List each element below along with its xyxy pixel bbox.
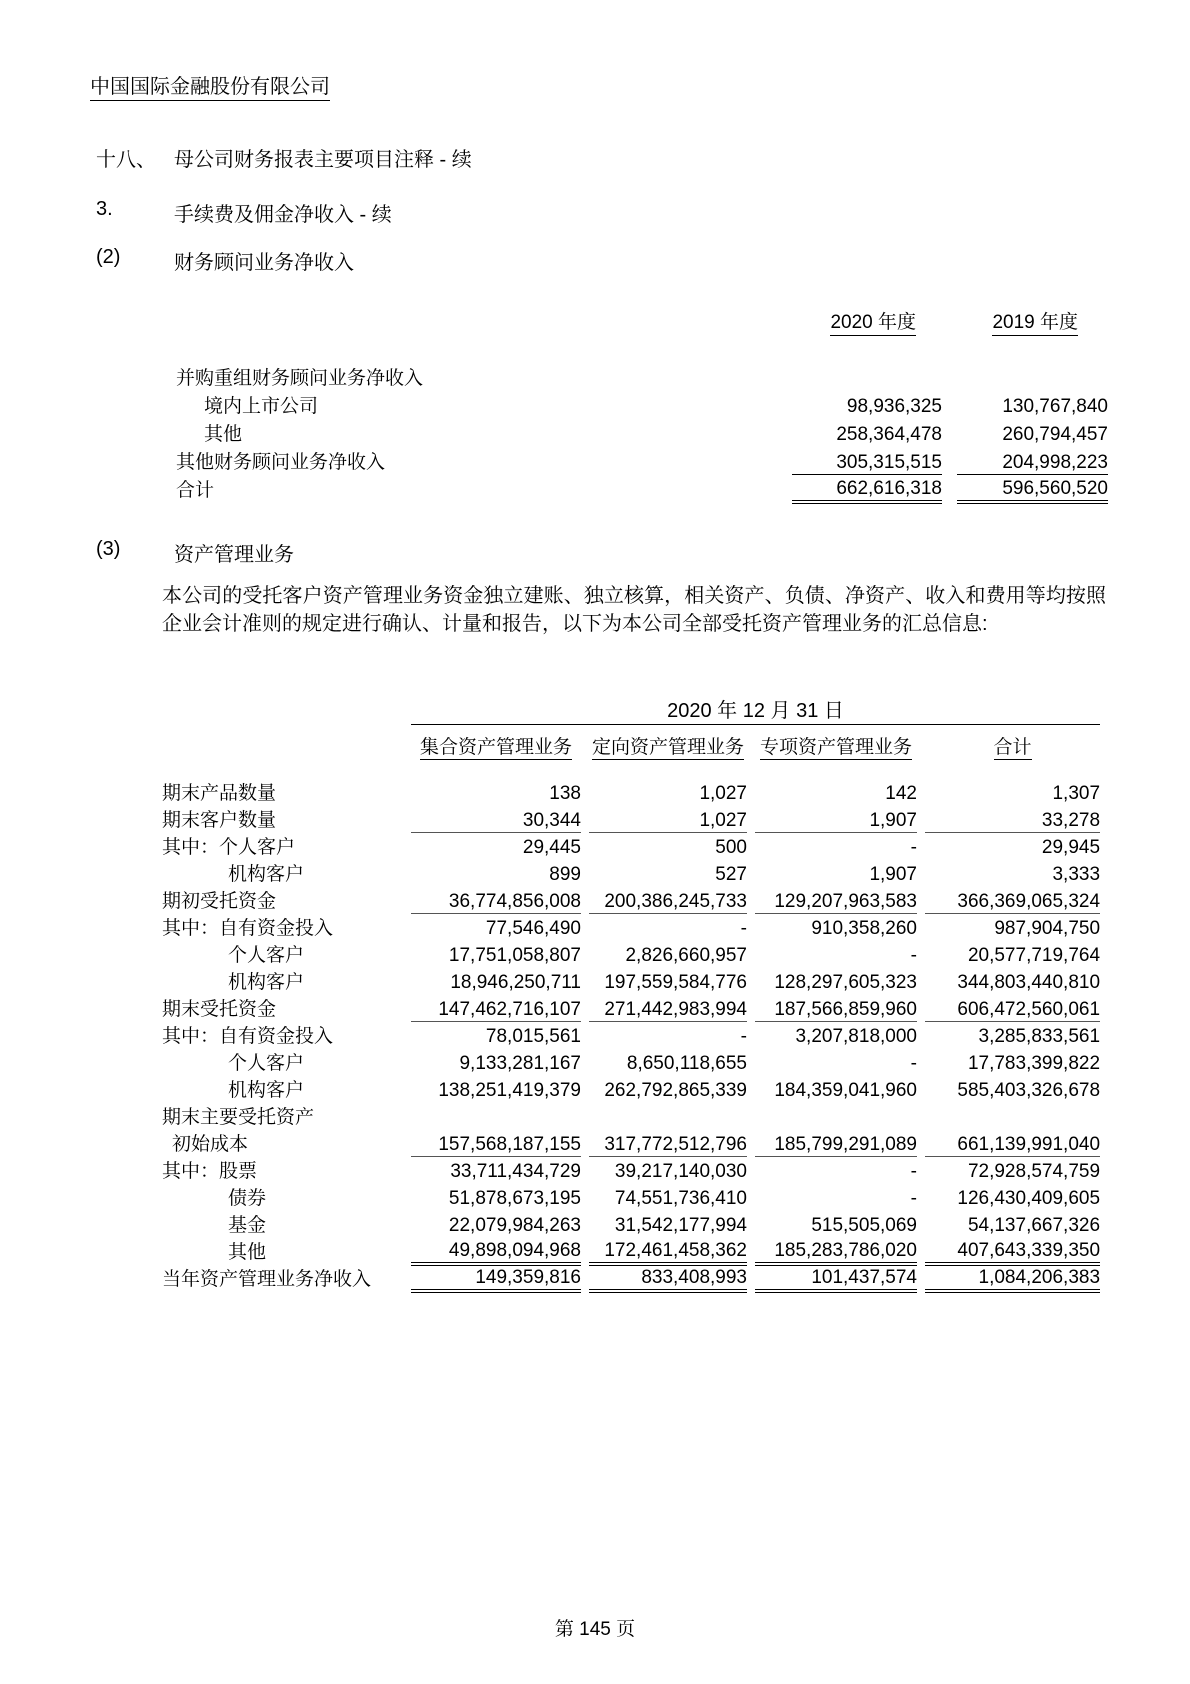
table-row [162,1210,1100,1237]
table-row [162,1048,1100,1075]
column-header-2020: 2020 年度 [792,306,942,334]
column-gap [747,967,755,994]
cell-2020: 305,315,515 [792,446,942,474]
cell-special: 185,799,291,089 [755,1129,917,1156]
row-label: 初始成本 [172,1134,249,1155]
column-gap [917,1183,925,1210]
table-row [162,1102,1100,1129]
column-gap [581,805,589,832]
column-gap [917,1021,925,1048]
column-gap [917,1129,925,1156]
row-label: 机构客户 [228,972,305,993]
cell-total: 3,285,833,561 [978,1026,1101,1047]
cell-targeted: 8,650,118,655 [626,1053,747,1074]
row-label: 机构客户 [228,864,305,885]
column-gap [747,805,755,832]
cell-targeted: 39,217,140,030 [614,1161,747,1182]
cell-targeted: 2,826,660,957 [625,945,747,966]
cell-collective: 157,568,187,155 [411,1129,581,1156]
cell-collective: 78,015,561 [485,1026,581,1047]
cell-special: 910,358,260 [811,918,917,939]
cell-total: 661,139,991,040 [925,1129,1100,1156]
table-header-row [162,724,1100,762]
column-gap [942,418,957,446]
column-gap [917,1102,925,1129]
table-row [162,859,1100,886]
row-label: 当年资产管理业务净收入 [162,1269,372,1290]
column-gap [747,1021,755,1048]
column-gap [747,859,755,886]
table-row [162,1075,1100,1102]
table-row [176,446,1108,474]
section-title: 母公司财务报表主要项目注释 - 续 [174,149,472,171]
cell-total: 72,928,574,759 [967,1161,1101,1182]
column-gap [917,805,925,832]
row-label: 其中：股票 [162,1161,258,1182]
column-gap [747,1264,755,1291]
cell-collective: 30,344 [411,805,581,832]
column-gap [581,1156,589,1183]
row-label: 其他 [228,1242,267,1263]
asset-management-paragraph: 本公司的受托客户资产管理业务资金独立建账、独立核算，相关资产、负债、净资产、收入和费用等均按照企业会计准则的规定进行确认、计量和报告，以下为本公司全部受托资产管理业务的汇总信息: [162,585,1106,635]
column-gap [581,1021,589,1048]
cell-collective: 18,946,250,711 [450,972,581,993]
section-number: 3. [96,198,113,220]
cell-2019 [957,362,1108,390]
column-gap [942,474,957,502]
row-label: 期末主要受托资产 [162,1107,315,1128]
cell-targeted: 271,442,983,994 [589,994,747,1021]
table-row [162,940,1100,967]
column-gap [581,1048,589,1075]
column-gap [747,1210,755,1237]
cell-total: 344,803,440,810 [957,972,1101,993]
cell-special: 1,907 [869,864,917,885]
cell-targeted [589,1102,747,1129]
cell-targeted: 200,386,245,733 [589,886,747,913]
cell-special: - [910,1053,917,1074]
table-row [162,994,1100,1021]
cell-total: 1,307 [1052,783,1101,804]
column-gap [917,778,925,805]
cell-collective: 147,462,716,107 [411,994,581,1021]
column-gap [747,1183,755,1210]
cell-total: 29,945 [1041,837,1101,858]
table-row [176,418,1108,446]
column-gap [917,967,925,994]
cell-collective [411,1102,581,1129]
cell-collective: 51,878,673,195 [448,1188,581,1209]
row-label: 期初受托资金 [162,891,277,912]
cell-total: 126,430,409,605 [957,1188,1101,1209]
column-gap [581,832,589,859]
column-gap [581,1129,589,1156]
cell-special: 3,207,818,000 [795,1026,917,1047]
row-label: 个人客户 [228,1053,305,1074]
column-gap [747,1237,755,1264]
table-row [162,805,1100,832]
cell-total: 33,278 [925,805,1100,832]
cell-total: 585,403,326,678 [957,1080,1101,1101]
column-gap [747,1102,755,1129]
cell-collective: 9,133,281,167 [459,1053,581,1074]
cell-2020 [792,362,942,390]
column-gap [917,859,925,886]
row-label: 合计 [176,480,215,501]
column-gap [917,913,925,940]
cell-collective: 17,751,058,807 [448,945,581,966]
section-title: 财务顾问业务净收入 [174,252,354,274]
cell-targeted: 1,027 [699,783,747,804]
row-label: 其中：个人客户 [162,837,296,858]
column-gap [747,778,755,805]
date-header: 2020 年 12 月 31 日 [667,700,844,723]
cell-targeted: 262,792,865,339 [604,1080,747,1101]
cell-2020: 98,936,325 [846,396,942,417]
cell-targeted: 31,542,177,994 [614,1215,747,1236]
cell-special: 187,566,859,960 [755,994,917,1021]
header-spacer [176,306,792,334]
column-gap [747,724,755,762]
spacer-row [176,334,1108,362]
table-row [176,474,1108,502]
asset-management-table [162,694,1100,1293]
row-label: 机构客户 [228,1080,305,1101]
cell-special: - [910,945,917,966]
column-gap [917,1156,925,1183]
cell-total: 20,577,719,764 [967,945,1101,966]
section-title: 手续费及佣金净收入 - 续 [174,204,392,226]
cell-total: 987,904,750 [994,918,1101,939]
cell-total: 407,643,339,350 [925,1237,1100,1264]
column-gap [917,886,925,913]
date-header-row [162,694,1100,724]
header-spacer [162,724,411,762]
row-label: 其他财务顾问业务净收入 [176,452,386,473]
cell-2020: 662,616,318 [792,474,942,502]
cell-targeted: 172,461,458,362 [589,1237,747,1264]
column-gap [747,1129,755,1156]
cell-total [925,1102,1100,1129]
cell-targeted: 527 [715,864,747,885]
table-row [162,1129,1100,1156]
row-label: 并购重组财务顾问业务净收入 [176,368,424,389]
column-gap [917,1237,925,1264]
cell-targeted: 74,551,736,410 [614,1188,747,1209]
cell-collective: 149,359,816 [411,1264,581,1291]
cell-targeted: - [740,918,747,939]
column-gap [581,967,589,994]
date-spacer [162,694,411,724]
column-gap [747,886,755,913]
cell-special: 128,297,605,323 [774,972,917,993]
column-header-special: 专项资产管理业务 [755,724,917,762]
cell-special [755,1102,917,1129]
cell-targeted: 197,559,584,776 [604,972,747,993]
column-header-2019: 2019 年度 [957,306,1108,334]
column-gap [942,306,957,334]
column-gap [747,1048,755,1075]
table-row [162,1237,1100,1264]
row-label: 个人客户 [228,945,305,966]
column-gap [747,832,755,859]
column-gap [942,362,957,390]
column-gap [581,724,589,762]
cell-collective: 77,546,490 [485,918,581,939]
column-gap [747,940,755,967]
column-gap [917,1210,925,1237]
column-gap [917,940,925,967]
cell-2020: 258,364,478 [836,424,942,445]
cell-special: 129,207,963,583 [755,886,917,913]
cell-special: 184,359,041,960 [774,1080,917,1101]
column-gap [917,1264,925,1291]
cell-collective: 36,774,856,008 [411,886,581,913]
row-label: 境内上市公司 [204,396,319,417]
cell-targeted: - [740,1026,747,1047]
row-label: 其中：自有资金投入 [162,1026,334,1047]
cell-2019: 130,767,840 [1002,396,1108,417]
table-row [162,1021,1100,1048]
column-gap [581,1183,589,1210]
cell-total: 17,783,399,822 [967,1053,1101,1074]
cell-collective: 29,445 [522,837,581,858]
column-gap [581,886,589,913]
cell-total: 1,084,206,383 [925,1264,1100,1291]
table-row [162,886,1100,913]
cell-special: - [910,837,917,858]
table-row [162,913,1100,940]
cell-2019: 596,560,520 [957,474,1108,502]
cell-special: 142 [885,783,917,804]
spacer-row [162,762,1100,778]
table-row [176,362,1108,390]
table-row [162,1156,1100,1183]
column-header-targeted: 定向资产管理业务 [589,724,747,762]
section-number: (2) [96,246,121,268]
cell-targeted: 1,027 [589,805,747,832]
cell-targeted: 833,408,993 [589,1264,747,1291]
table-header-row [176,306,1108,334]
cell-special: 515,505,069 [811,1215,917,1236]
company-name-text: 中国国际金融股份有限公司 [90,76,330,101]
section-title: 资产管理业务 [174,544,294,566]
column-gap [581,859,589,886]
cell-special: - [910,1188,917,1209]
cell-2019: 260,794,457 [1002,424,1108,445]
cell-special: 1,907 [755,805,917,832]
cell-collective: 33,711,434,729 [450,1161,581,1182]
page-number: 第 145 页 [554,1619,636,1640]
column-gap [917,994,925,1021]
column-gap [917,724,925,762]
table-row [162,1264,1100,1291]
cell-special: 101,437,574 [755,1264,917,1291]
company-name [90,70,330,99]
table-row [162,778,1100,805]
column-header-collective: 集合资产管理业务 [411,724,581,762]
column-gap [581,1237,589,1264]
column-gap [581,1210,589,1237]
cell-collective: 899 [549,864,581,885]
cell-targeted: 317,772,512,796 [589,1129,747,1156]
section-number: 十八、 [96,149,156,171]
row-label: 期末受托资金 [162,999,277,1020]
table-row [162,967,1100,994]
cell-total: 606,472,560,061 [925,994,1100,1021]
row-label: 其他 [204,424,243,445]
cell-collective: 138 [549,783,581,804]
cell-total: 54,137,667,326 [967,1215,1101,1236]
column-gap [581,994,589,1021]
cell-total: 366,369,065,324 [925,886,1100,913]
column-gap [581,1102,589,1129]
cell-collective: 22,079,984,263 [448,1215,581,1236]
column-gap [917,1048,925,1075]
table-row [162,1183,1100,1210]
cell-special: - [910,1161,917,1182]
column-gap [747,913,755,940]
column-gap [581,1264,589,1291]
advisory-income-table [176,306,1108,504]
column-gap [747,994,755,1021]
cell-special: 185,283,786,020 [755,1237,917,1264]
column-header-total: 合计 [925,724,1100,762]
row-label: 基金 [228,1215,267,1236]
column-gap [747,1075,755,1102]
row-label: 期末客户数量 [162,810,277,831]
column-gap [942,390,957,418]
column-gap [917,832,925,859]
column-gap [917,1075,925,1102]
cell-2019: 204,998,223 [957,446,1108,474]
row-label: 其中：自有资金投入 [162,918,334,939]
cell-collective: 138,251,419,379 [438,1080,581,1101]
table-row [162,832,1100,859]
section-number: (3) [96,538,121,560]
cell-total: 3,333 [1052,864,1101,885]
column-gap [747,1156,755,1183]
cell-targeted: 500 [715,837,747,858]
column-gap [581,913,589,940]
column-gap [581,1075,589,1102]
row-label: 期末产品数量 [162,783,277,804]
column-gap [942,446,957,474]
column-gap [581,940,589,967]
row-label: 债券 [228,1188,267,1209]
column-gap [581,778,589,805]
cell-collective: 49,898,094,968 [411,1237,581,1264]
table-row [176,390,1108,418]
